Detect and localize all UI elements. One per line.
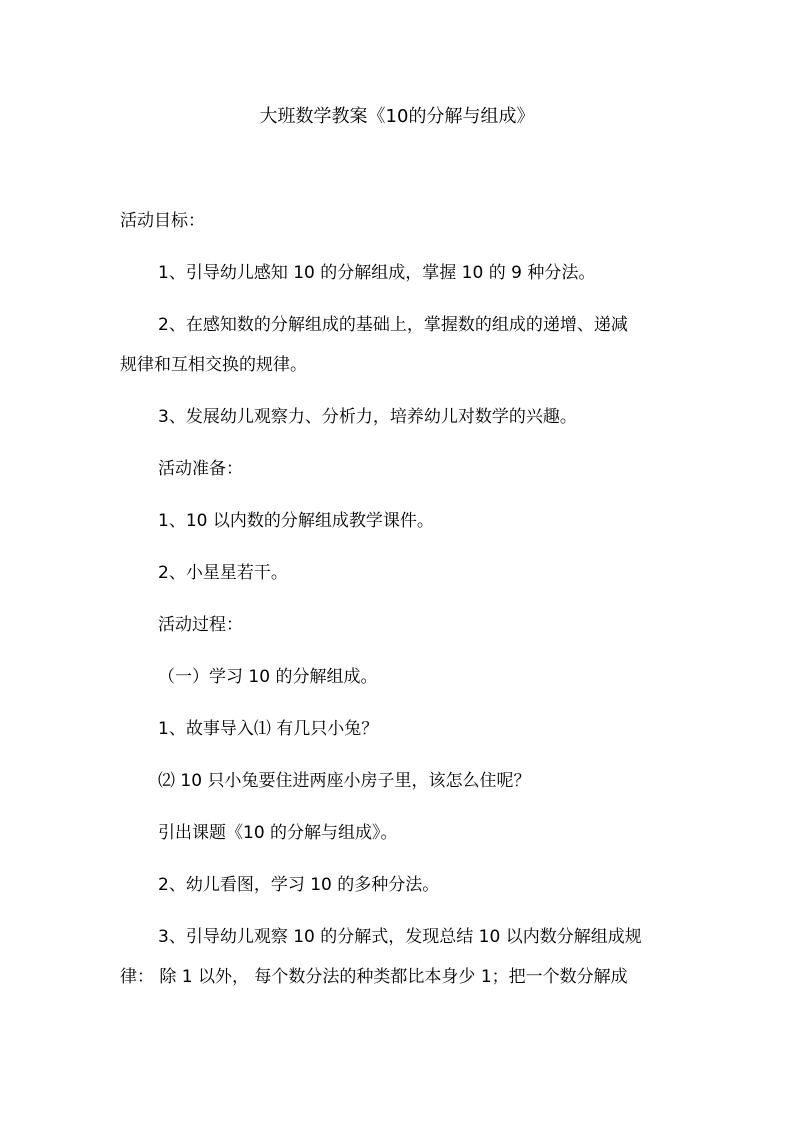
paragraph-observe-rule: 3、引导幼儿观察 10 的分解式，发现总结 10 以内数分解组成规	[158, 927, 642, 947]
section-heading-goals: 活动目标：	[120, 211, 205, 231]
document-title: 大班数学教案《10的分解与组成》	[259, 106, 535, 127]
paragraph-goal-2-continued: 规律和互相交换的规律。	[120, 355, 307, 375]
paragraph-process-part-1: （一）学习 10 的分解组成。	[158, 667, 378, 687]
paragraph-preparation-2: 2、小星星若干。	[158, 563, 288, 583]
paragraph-look-at-pictures: 2、幼儿看图，学习 10 的多种分法。	[158, 875, 440, 895]
paragraph-story-intro: 1、故事导入⑴ 有几只小兔？	[158, 719, 379, 739]
paragraph-observe-rule-continued: 律： 除 1 以外， 每个数分法的种类都比本身少 1；把一个数分解成	[120, 967, 628, 987]
paragraph-goal-1: 1、引导幼儿感知 10 的分解组成，掌握 10 的 9 种分法。	[158, 263, 596, 283]
section-heading-process: 活动过程：	[158, 615, 243, 635]
paragraph-goal-2: 2、在感知数的分解组成的基础上，掌握数的组成的递增、递减	[158, 315, 628, 335]
paragraph-goal-3: 3、发展幼儿观察力、分析力，培养幼儿对数学的兴趣。	[158, 407, 577, 427]
paragraph-preparation-1: 1、10 以内数的分解组成教学课件。	[158, 511, 434, 531]
section-heading-preparation: 活动准备：	[158, 459, 243, 479]
paragraph-story-question: ⑵ 10 只小兔要住进两座小房子里，该怎么住呢？	[158, 771, 531, 791]
paragraph-lead-topic: 引出课题《10 的分解与组成》。	[158, 823, 398, 843]
